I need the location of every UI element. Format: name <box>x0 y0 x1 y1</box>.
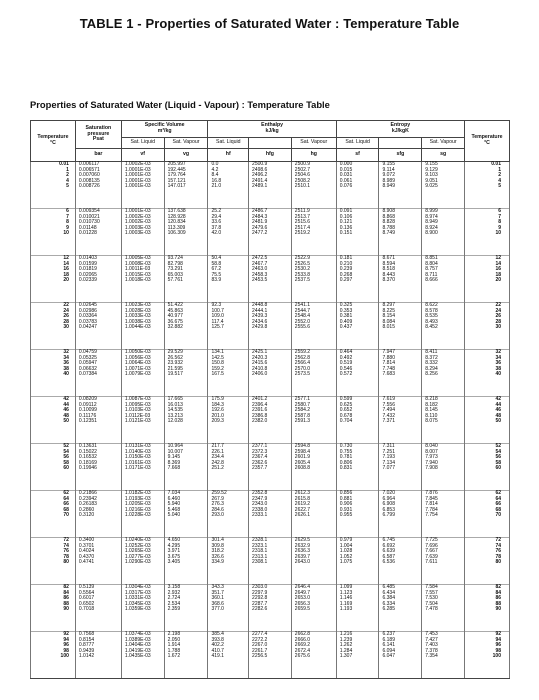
sf-cell: 0.181 0.210 0.239 0.268 0.297 <box>336 256 379 303</box>
temperature-cell-right: 32 34 36 38 40 <box>465 350 510 397</box>
temperature-cell: 72 74 76 78 80 <box>31 538 76 585</box>
temperature-cell: 12 14 16 18 20 <box>31 256 76 303</box>
sfg-cell: 7.619 7.556 7.494 7.432 7.371 <box>379 397 422 444</box>
sf-cell: 0.730 0.755 0.781 0.806 0.831 <box>336 444 379 491</box>
temperature-cell: 82 84 86 88 90 <box>31 585 76 632</box>
hfg-cell: 2352.8 2347.9 2343.0 2338.0 2333.1 <box>249 491 292 538</box>
sfg-cell: 9.155 9.114 9.072 8.989 8.949 <box>379 162 422 209</box>
header-sg: sg <box>422 149 465 162</box>
temperature-cell: 92 94 96 98 100 <box>31 632 76 679</box>
table-row <box>31 632 510 679</box>
hfg-cell: 2328.1 2323.1 2318.1 2313.1 2308.1 <box>249 538 292 585</box>
table-row <box>31 162 510 209</box>
header-pressure-unit: bar <box>75 149 121 162</box>
hfg-cell: 2425.1 2420.3 2415.6 2410.8 2406.0 <box>249 350 292 397</box>
table-subtitle: Properties of Saturated Water (Liquid - Vapour) : Temperature Table <box>30 99 330 110</box>
header-hfg-blank <box>249 138 292 149</box>
hg-cell: 2511.9 2513.7 2515.6 2517.4 2519.2 <box>291 209 336 256</box>
hf-cell: 25.2 29.4 33.6 37.8 42.0 <box>208 209 249 256</box>
temperature-cell-right: 82 84 86 88 90 <box>465 585 510 632</box>
sfg-cell: 6.485 6.434 6.384 6.334 6.285 <box>379 585 422 632</box>
temperature-cell-right: 6 7 8 9 10 <box>465 209 510 256</box>
vg-cell: 3.158 2.932 2.724 2.534 2.359 <box>164 585 208 632</box>
sf-cell: 0.000 0.015 0.031 0.061 0.076 <box>336 162 379 209</box>
vg-cell: 17.665 16.013 14.535 13.213 12.028 <box>164 397 208 444</box>
pressure-cell: 0.08209 0.09112 0.10099 0.11176 0.12351 <box>75 397 121 444</box>
hfg-cell: 2277.4 2272.2 2267.0 2261.7 2256.5 <box>249 632 292 679</box>
table-row <box>31 585 510 632</box>
header-temperature-right: Temperature °C <box>465 121 510 162</box>
sf-cell: 0.856 0.881 0.906 0.931 0.955 <box>336 491 379 538</box>
vf-cell: 1.0023E-03 1.0028E-03 1.0033E-03 1.0038E-03 1.0044E-03 <box>121 303 164 350</box>
header-vg-sat-vapour: Sat. Vapour <box>164 138 208 149</box>
vg-cell: 137.638 128.928 120.834 113.309 106.309 <box>164 209 208 256</box>
hg-cell: 2500.9 2502.7 2504.6 2508.2 2510.1 <box>291 162 336 209</box>
vf-cell: 1.0304E-03 1.0317E-03 1.0331E-03 1.0345E-03 1.0359E-03 <box>121 585 164 632</box>
hf-cell: 175.9 184.3 192.6 201.0 209.3 <box>208 397 249 444</box>
hfg-cell: 2486.7 2484.3 2481.9 2479.6 2477.2 <box>249 209 292 256</box>
pressure-cell: 0.006117 0.006571 0.007060 0.008135 0.008726 <box>75 162 121 209</box>
header-vg: vg <box>164 149 208 162</box>
hfg-cell: 2401.2 2396.4 2391.6 2386.8 2382.0 <box>249 397 292 444</box>
hg-cell: 2577.1 2580.7 2584.2 2587.8 2591.3 <box>291 397 336 444</box>
sfg-cell: 7.020 6.964 6.908 6.853 6.799 <box>379 491 422 538</box>
hg-cell: 2629.5 2632.9 2636.3 2639.7 2643.0 <box>291 538 336 585</box>
temperature-cell-right: 22 24 26 28 30 <box>465 303 510 350</box>
sf-cell: 1.216 1.239 1.262 1.284 1.307 <box>336 632 379 679</box>
vf-cell: 1.0005E-03 1.0008E-03 1.0011E-03 1.0015E-03 1.0018E-03 <box>121 256 164 303</box>
hf-cell: 385.4 393.8 402.2 410.7 419.1 <box>208 632 249 679</box>
temperature-cell-right: 62 64 66 68 70 <box>465 491 510 538</box>
header-hf-sat-liquid: Sat. Liquid <box>208 138 249 149</box>
temperature-cell: 0.01 1 2 4 5 <box>31 162 76 209</box>
vf-cell: 1.0240E-03 1.0252E-03 1.0265E-03 1.0277E-03 1.0290E-03 <box>121 538 164 585</box>
table-row <box>31 209 510 256</box>
temperature-cell: 22 24 26 28 30 <box>31 303 76 350</box>
header-sf-sat-liquid: Sat. Liquid <box>336 138 379 149</box>
sf-cell: 0.599 0.625 0.652 0.678 0.704 <box>336 397 379 444</box>
sg-cell: 7.725 7.696 7.667 7.639 7.611 <box>422 538 465 585</box>
hfg-cell: 2303.0 2297.9 2292.8 2287.7 2282.6 <box>249 585 292 632</box>
sf-cell: 0.464 0.492 0.519 0.546 0.572 <box>336 350 379 397</box>
sg-cell: 8.411 8.372 8.332 8.294 8.256 <box>422 350 465 397</box>
sf-cell: 0.979 1.004 1.028 1.052 1.075 <box>336 538 379 585</box>
header-specific-volume: Specific Volume m³/kg <box>121 121 208 138</box>
sg-cell: 8.851 8.804 8.757 8.711 8.666 <box>422 256 465 303</box>
sfg-cell: 8.908 8.868 8.828 8.788 8.749 <box>379 209 422 256</box>
sfg-cell: 6.237 6.189 6.141 6.094 6.047 <box>379 632 422 679</box>
temperature-cell-right: 52 54 56 58 60 <box>465 444 510 491</box>
hg-cell: 2662.8 2666.0 2669.2 2672.4 2675.6 <box>291 632 336 679</box>
pressure-cell: 0.5139 0.5564 0.6017 0.6502 0.7018 <box>75 585 121 632</box>
table-row <box>31 350 510 397</box>
pressure-cell: 0.21866 0.23942 0.26183 0.2860 0.3120 <box>75 491 121 538</box>
hfg-cell: 2500.9 2498.6 2496.2 2491.4 2489.1 <box>249 162 292 209</box>
temperature-cell-right: 12 14 16 18 20 <box>465 256 510 303</box>
sg-cell: 7.453 7.427 7.403 7.378 7.354 <box>422 632 465 679</box>
vg-cell: 205.997 192.445 179.764 157.121 147.017 <box>164 162 208 209</box>
hf-cell: 343.3 351.7 360.1 368.6 377.0 <box>208 585 249 632</box>
sfg-cell: 6.745 6.692 6.639 6.587 6.536 <box>379 538 422 585</box>
hf-cell: 217.7 226.1 234.4 242.8 251.2 <box>208 444 249 491</box>
hg-cell: 2594.8 2598.4 2601.9 2605.4 2608.8 <box>291 444 336 491</box>
sf-cell: 0.325 0.353 0.381 0.409 0.437 <box>336 303 379 350</box>
vf-cell: 1.0374E-03 1.0389E-03 1.0404E-03 1.0419E-03 1.0435E-03 <box>121 632 164 679</box>
header-hfg: hfg <box>249 149 292 162</box>
header-sat-pressure: Saturation pressure Psat <box>75 121 121 149</box>
vg-cell: 51.422 45.863 40.977 36.675 32.882 <box>164 303 208 350</box>
vf-cell: 1.0087E-03 1.0095E-03 1.0103E-03 1.0112E-03 1.0121E-03 <box>121 397 164 444</box>
vg-cell: 7.034 6.460 5.940 5.468 5.040 <box>164 491 208 538</box>
pressure-cell: 0.7568 0.8154 0.8777 0.9439 1.0142 <box>75 632 121 679</box>
sg-cell: 8.218 8.182 8.145 8.110 8.075 <box>422 397 465 444</box>
hf-cell: 134.1 142.5 150.8 159.2 167.5 <box>208 350 249 397</box>
vf-cell: 1.0001E-03 1.0002E-03 1.0002E-03 1.0003E-03 1.0003E-03 <box>121 209 164 256</box>
sg-cell: 7.584 7.557 7.530 7.504 7.478 <box>422 585 465 632</box>
table-row <box>31 491 510 538</box>
temperature-cell: 32 34 36 38 40 <box>31 350 76 397</box>
temperature-cell-right: 92 94 96 98 100 <box>465 632 510 679</box>
table-row <box>31 538 510 585</box>
saturated-water-table <box>30 120 510 679</box>
vg-cell: 93.724 82.798 73.291 65.003 57.761 <box>164 256 208 303</box>
header-temperature: Temperature °C <box>31 121 76 162</box>
sg-cell: 9.155 9.129 9.103 9.051 9.025 <box>422 162 465 209</box>
hf-cell: 301.4 309.8 318.2 326.6 334.9 <box>208 538 249 585</box>
sf-cell: 0.091 0.106 0.121 0.136 0.151 <box>336 209 379 256</box>
header-hg-sat-vapour: Sat. Vapour <box>291 138 336 149</box>
sg-cell: 8.999 8.974 8.949 8.924 8.900 <box>422 209 465 256</box>
header-hg: hg <box>291 149 336 162</box>
sg-cell: 8.040 8.007 7.973 7.940 7.908 <box>422 444 465 491</box>
hg-cell: 2646.4 2649.7 2653.0 2656.3 2659.5 <box>291 585 336 632</box>
temperature-cell: 42 44 46 48 50 <box>31 397 76 444</box>
vg-cell: 29.529 26.562 23.932 21.595 19.517 <box>164 350 208 397</box>
hf-cell: 50.4 58.8 67.2 75.5 83.9 <box>208 256 249 303</box>
table-row <box>31 303 510 350</box>
sfg-cell: 8.671 8.594 8.518 8.443 8.370 <box>379 256 422 303</box>
header-entropy: Entropy kJ/kgK <box>336 121 464 138</box>
header-hf: hf <box>208 149 249 162</box>
temperature-cell-right: 0.01 1 2 4 5 <box>465 162 510 209</box>
sfg-cell: 8.297 8.225 8.154 8.084 8.015 <box>379 303 422 350</box>
temperature-cell: 52 54 56 58 60 <box>31 444 76 491</box>
hf-cell: 0.0 4.2 8.4 16.8 21.0 <box>208 162 249 209</box>
vg-cell: 4.650 4.295 3.971 3.675 3.405 <box>164 538 208 585</box>
sf-cell: 1.099 1.123 1.146 1.169 1.193 <box>336 585 379 632</box>
header-vf-sat-liquid: Sat. Liquid <box>121 138 164 149</box>
header-sfg-blank <box>379 138 422 149</box>
temperature-cell-right: 42 44 46 48 50 <box>465 397 510 444</box>
temperature-cell-right: 72 74 76 78 80 <box>465 538 510 585</box>
hfg-cell: 2448.8 2444.1 2439.3 2434.6 2429.8 <box>249 303 292 350</box>
table-row <box>31 444 510 491</box>
header-vf: vf <box>121 149 164 162</box>
vg-cell: 2.198 2.050 1.914 1.788 1.672 <box>164 632 208 679</box>
pressure-cell: 0.13631 0.15022 0.16532 0.18169 0.19946 <box>75 444 121 491</box>
vg-cell: 10.964 10.007 9.145 8.369 7.668 <box>164 444 208 491</box>
page-title: TABLE 1 - Properties of Saturated Water : Temperature Table <box>79 16 460 31</box>
sfg-cell: 7.947 7.880 7.814 7.748 7.683 <box>379 350 422 397</box>
sg-cell: 7.876 7.845 7.814 7.784 7.754 <box>422 491 465 538</box>
header-sf: sf <box>336 149 379 162</box>
pressure-cell: 0.02645 0.02986 0.03364 0.03783 0.04247 <box>75 303 121 350</box>
hf-cell: 259.52 267.9 276.3 284.6 293.0 <box>208 491 249 538</box>
hg-cell: 2522.9 2526.5 2530.2 2533.8 2537.5 <box>291 256 336 303</box>
hg-cell: 2612.3 2615.8 2619.2 2622.7 2626.1 <box>291 491 336 538</box>
table-body <box>31 162 510 679</box>
pressure-cell: 0.3400 0.3701 0.4024 0.4370 0.4741 <box>75 538 121 585</box>
vf-cell: 1.0002E-03 1.0001E-03 1.0001E-03 1.0001E-03 1.0001E-03 <box>121 162 164 209</box>
header-sfg: sfg <box>379 149 422 162</box>
hfg-cell: 2377.1 2372.3 2367.4 2362.6 2357.7 <box>249 444 292 491</box>
sg-cell: 8.622 8.578 8.535 8.493 8.452 <box>422 303 465 350</box>
vf-cell: 1.0182E-03 1.0193E-03 1.0205E-03 1.0216E-03 1.0228E-03 <box>121 491 164 538</box>
table-row <box>31 397 510 444</box>
temperature-cell: 62 64 66 68 70 <box>31 491 76 538</box>
temperature-cell: 6 7 8 9 10 <box>31 209 76 256</box>
vf-cell: 1.0050E-03 1.0056E-03 1.0064E-03 1.0071E-03 1.0079E-03 <box>121 350 164 397</box>
vf-cell: 1.0131E-03 1.0140E-03 1.0150E-03 1.0161E-03 1.0171E-03 <box>121 444 164 491</box>
hg-cell: 2541.1 2544.7 2548.4 2552.0 2555.6 <box>291 303 336 350</box>
header-sg-sat-vapour: Sat. Vapour <box>422 138 465 149</box>
hg-cell: 2559.2 2562.8 2566.4 2570.0 2573.5 <box>291 350 336 397</box>
pressure-cell: 0.01403 0.01599 0.01819 0.02065 0.02339 <box>75 256 121 303</box>
pressure-cell: 0.04759 0.05325 0.05947 0.06632 0.07384 <box>75 350 121 397</box>
table-row <box>31 256 510 303</box>
sfg-cell: 7.311 7.251 7.193 7.134 7.077 <box>379 444 422 491</box>
hf-cell: 92.3 100.7 109.0 117.4 125.7 <box>208 303 249 350</box>
hfg-cell: 2472.5 2467.7 2463.0 2458.3 2453.5 <box>249 256 292 303</box>
header-enthalpy: Enthalpy kJ/kg <box>208 121 336 138</box>
pressure-cell: 0.009354 0.010021 0.010730 0.01148 0.01228 <box>75 209 121 256</box>
